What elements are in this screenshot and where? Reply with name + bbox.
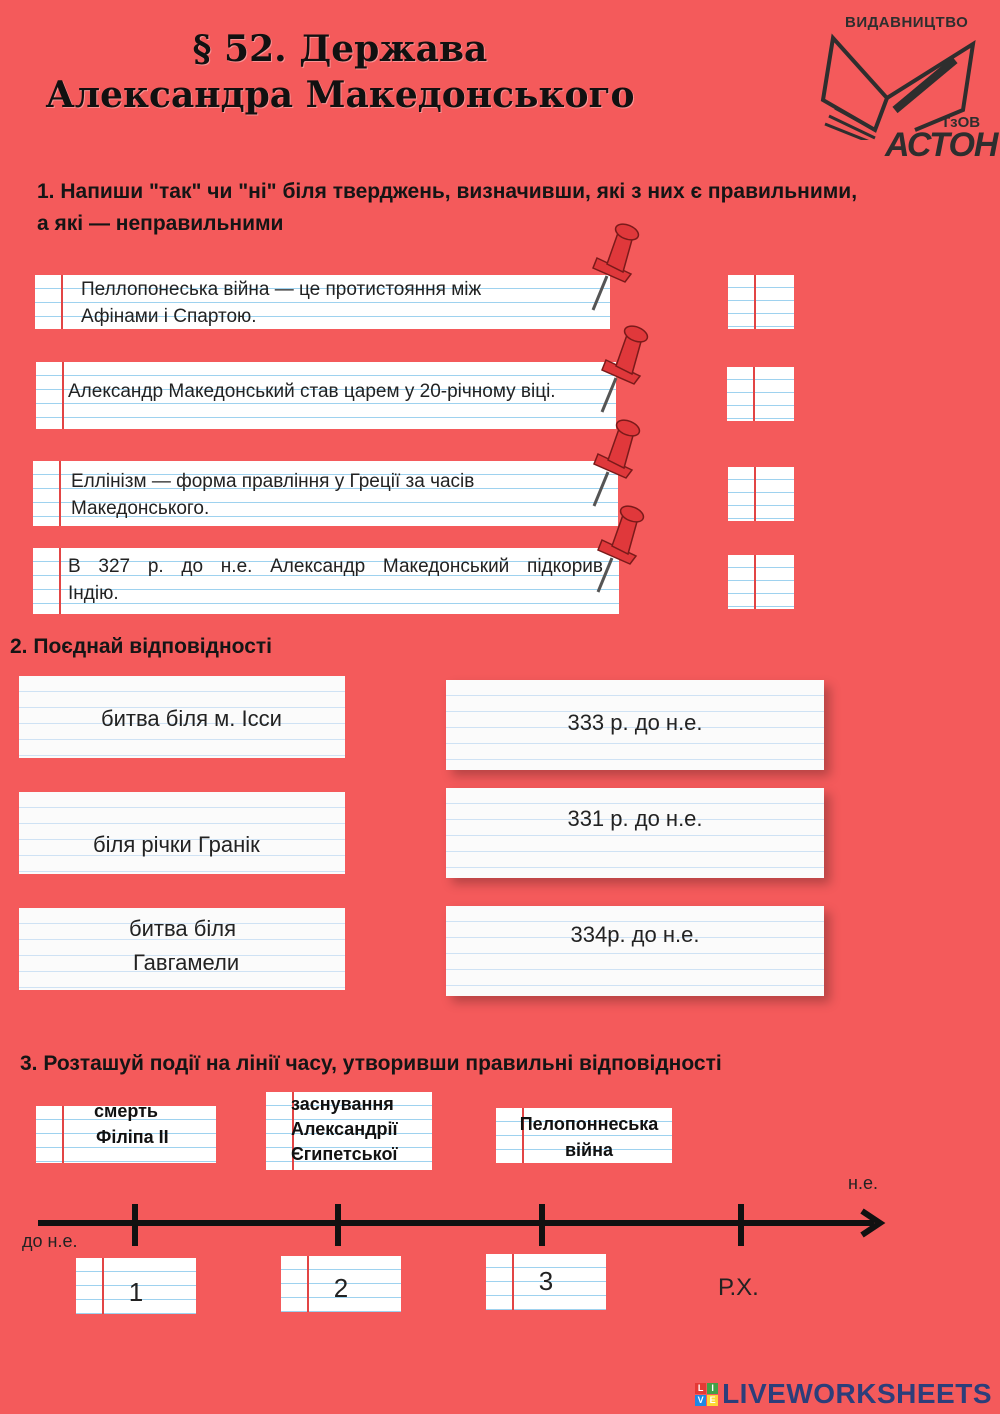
statement-1-line-2: Афінами і Спартою.	[81, 306, 257, 327]
logo-name: АСТОН	[885, 126, 998, 164]
statement-2	[36, 362, 616, 429]
timeline-slot-3-number: 3	[538, 1265, 554, 1296]
liveworksheets-text: LIVEWORKSHEETS	[722, 1378, 992, 1409]
logo-publisher-label: ВИДАВНИЦТВО	[845, 14, 969, 31]
answer-box-3[interactable]	[728, 467, 794, 521]
event-card-1-line-2: Філіпа ІІ	[96, 1127, 169, 1147]
page-title	[40, 26, 640, 118]
statement-2-line-1: Александр Македонський став царем у 20-річному віці.	[68, 381, 556, 402]
event-card-3-line-1: Пелопоннеська	[519, 1114, 659, 1134]
task3-heading: 3. Розташуй події на лінії часу, утворивши правильні відповідності	[20, 1052, 722, 1075]
match-left-3-line-2: Гавгамели	[133, 950, 240, 975]
timeline	[36, 1200, 886, 1250]
task1-heading-line-2: а які — неправильними	[37, 212, 284, 235]
event-card-2-line-2: Александрії	[291, 1119, 398, 1139]
push-pin-icon	[590, 500, 650, 596]
event-card-1[interactable]	[36, 1101, 216, 1163]
match-right-3[interactable]	[446, 906, 824, 996]
liveworksheets-watermark	[695, 1378, 992, 1410]
statement-3-line-2: Македонського.	[71, 498, 210, 519]
statement-1	[35, 275, 610, 329]
match-left-1[interactable]	[19, 676, 345, 758]
statement-4	[33, 548, 619, 614]
event-card-1-line-1: смерть	[94, 1101, 158, 1121]
timeline-slot-2-number: 2	[333, 1272, 349, 1303]
logo-tzov: ТзОВ	[941, 114, 981, 131]
statement-3-line-1: Еллінізм — форма правління у Греції за часів	[71, 471, 475, 492]
match-right-2-text: 331 р. до н.е.	[567, 806, 703, 831]
answer-box-1[interactable]	[728, 275, 794, 329]
push-pin-icon	[585, 218, 645, 314]
event-card-2-line-1: заснування	[291, 1094, 394, 1114]
label-after-era: н.е.	[848, 1173, 878, 1193]
timeline-slot-1[interactable]	[76, 1258, 196, 1314]
answer-box-4[interactable]	[728, 555, 794, 609]
event-card-2[interactable]	[266, 1092, 432, 1170]
statement-1-line-1: Пеллопонеська війна — це протистояння між	[81, 279, 482, 300]
push-pin-icon	[586, 414, 646, 510]
task1-heading	[37, 176, 987, 240]
match-right-2[interactable]	[446, 788, 824, 878]
event-card-3[interactable]	[496, 1108, 672, 1163]
answer-box-2[interactable]	[727, 367, 794, 421]
match-left-2-text: біля річки Гранік	[93, 832, 260, 857]
match-right-1[interactable]	[446, 680, 824, 770]
label-before-era: до н.е.	[22, 1231, 78, 1251]
task2-heading: 2. Поєднай відповідності	[10, 635, 272, 658]
event-card-3-line-2: війна	[564, 1140, 613, 1160]
match-right-3-text: 334р. до н.е.	[570, 922, 700, 947]
match-left-1-text: битва біля м. Ісси	[101, 706, 282, 731]
match-left-3-line-1: битва біля	[129, 916, 236, 941]
statement-4-line-1: В 327 р. до н.е. Александр Македонський підкорив	[68, 556, 603, 577]
match-left-2[interactable]	[19, 792, 345, 874]
timeline-slot-3[interactable]	[486, 1254, 606, 1310]
event-card-2-line-3: Єгипетської	[291, 1144, 398, 1164]
statement-4-line-2: Індію.	[68, 583, 119, 604]
match-left-3[interactable]	[19, 908, 345, 990]
push-pin-icon	[594, 320, 654, 416]
title-line-2: Александра Македонського	[45, 74, 635, 116]
match-right-1-text: 333 р. до н.е.	[567, 710, 703, 735]
title-line-1: § 52. Держава	[192, 28, 488, 70]
statement-3	[33, 461, 618, 526]
liveworksheets-logo-icon: L I V E	[695, 1383, 718, 1406]
publisher-logo	[815, 10, 998, 170]
task1-heading-line-1: 1. Напиши "так" чи "ні" біля тверджень, визначивши, які з них є правильними,	[37, 180, 858, 203]
timeline-slot-1-number: 1	[128, 1276, 144, 1307]
timeline-slot-2[interactable]	[281, 1256, 401, 1312]
christ-birth-label: Р.Х.	[718, 1274, 759, 1301]
